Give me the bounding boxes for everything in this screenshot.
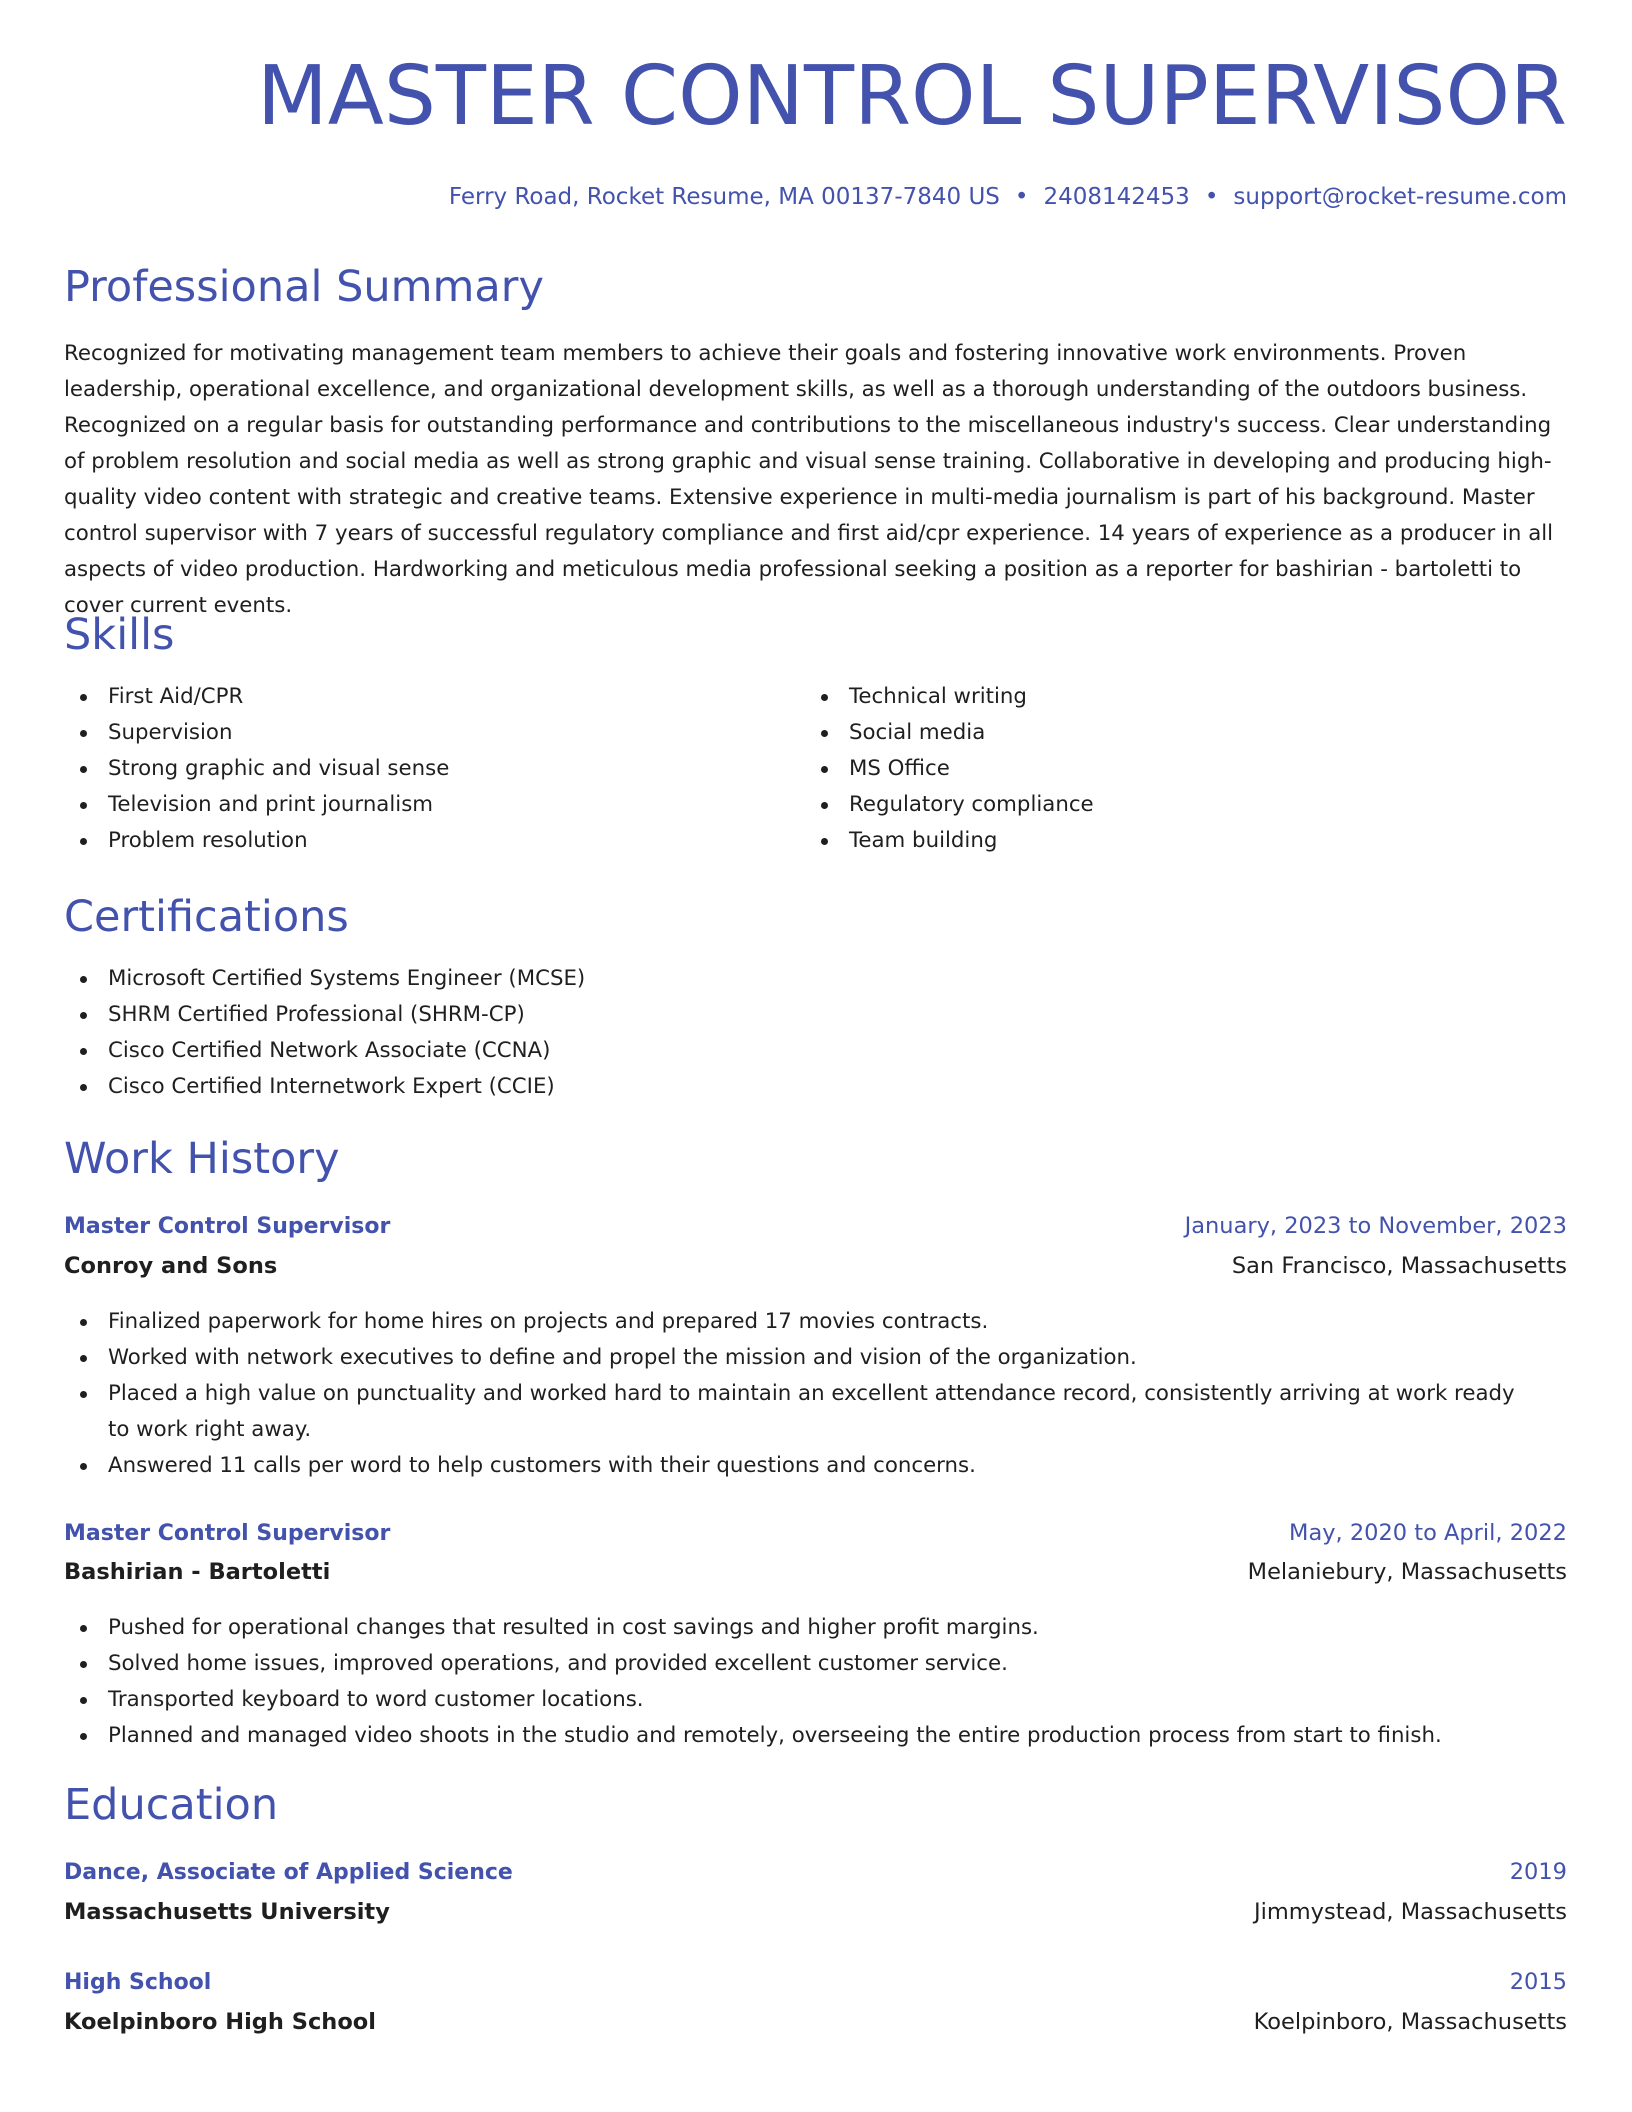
skills-list-right	[805, 679, 1505, 859]
education-year: 2019	[1509, 1859, 1567, 1885]
list-item: Finalized paperwork for home hires on projects and prepared 17 movies contracts.	[64, 1304, 1567, 1340]
job-dates: May, 2020 to April, 2022	[1289, 1520, 1567, 1546]
skills-heading: Skills	[64, 610, 175, 660]
list-item: Team building	[805, 823, 1505, 859]
education-subheader	[64, 2009, 1567, 2035]
education-location: Jimmystead, Massachusetts	[1253, 1899, 1567, 1925]
job-subheader	[64, 1253, 1567, 1279]
contact-line	[449, 181, 1567, 213]
education-heading: Education	[64, 1780, 279, 1830]
list-item: Strong graphic and visual sense	[64, 751, 764, 787]
education-header	[64, 1859, 1567, 1885]
education-header	[64, 1969, 1567, 1995]
contact-email: support@rocket-resume.com	[1233, 184, 1567, 210]
education-location: Koelpinboro, Massachusetts	[1253, 2009, 1567, 2035]
list-item: Solved home issues, improved operations, and provided excellent customer service.	[64, 1646, 1567, 1682]
separator-dot: •	[1204, 184, 1219, 210]
list-item: Answered 11 calls per word to help customers with their questions and concerns.	[64, 1448, 1567, 1484]
separator-dot: •	[1014, 184, 1029, 210]
job-company: Bashirian - Bartoletti	[64, 1559, 331, 1585]
job-company: Conroy and Sons	[64, 1253, 278, 1279]
list-item: Social media	[805, 715, 1505, 751]
education-school: Massachusetts University	[64, 1899, 390, 1925]
list-item: Cisco Certified Internetwork Expert (CCIE)	[64, 1069, 964, 1105]
list-item: Regulatory compliance	[805, 787, 1505, 823]
resume-name: MASTER CONTROL SUPERVISOR	[257, 49, 1567, 144]
contact-phone: 2408142453	[1043, 184, 1190, 210]
list-item: Supervision	[64, 715, 764, 751]
skills-list-left	[64, 679, 764, 859]
job-header	[64, 1213, 1567, 1239]
job-location: San Francisco, Massachusetts	[1231, 1253, 1567, 1279]
list-item: First Aid/CPR	[64, 679, 764, 715]
list-item: SHRM Certified Professional (SHRM-CP)	[64, 997, 964, 1033]
list-item: Pushed for operational changes that resulted in cost savings and higher profit margins.	[64, 1610, 1567, 1646]
job-header	[64, 1520, 1567, 1546]
education-subheader	[64, 1899, 1567, 1925]
education-year: 2015	[1509, 1969, 1567, 1995]
list-item: Cisco Certified Network Associate (CCNA)	[64, 1033, 964, 1069]
job-dates: January, 2023 to November, 2023	[1184, 1213, 1567, 1239]
summary-heading: Professional Summary	[64, 262, 544, 312]
contact-address: Ferry Road, Rocket Resume, MA 00137-7840 US	[448, 184, 1000, 210]
education-degree: Dance, Associate of Applied Science	[64, 1860, 513, 1885]
certifications-list	[64, 961, 964, 1105]
list-item: Transported keyboard to word customer locations.	[64, 1682, 1567, 1718]
certifications-heading: Certifications	[64, 892, 349, 942]
job-title: Master Control Supervisor	[64, 1521, 391, 1546]
list-item: Planned and managed video shoots in the studio and remotely, overseeing the entire production process from start to finish.	[64, 1718, 1567, 1754]
education-school: Koelpinboro High School	[64, 2009, 376, 2035]
list-item: Worked with network executives to define and propel the mission and vision of the organization.	[64, 1340, 1567, 1376]
list-item: Problem resolution	[64, 823, 764, 859]
list-item: Placed a high value on punctuality and worked hard to maintain an excellent attendance record, consistently arriving at work ready to work right away.	[64, 1376, 1567, 1448]
list-item: Microsoft Certified Systems Engineer (MCSE)	[64, 961, 964, 997]
list-item: Technical writing	[805, 679, 1505, 715]
job-bullets	[64, 1610, 1567, 1754]
work-history-heading: Work History	[64, 1134, 340, 1184]
job-title: Master Control Supervisor	[64, 1214, 391, 1239]
list-item: MS Office	[805, 751, 1505, 787]
summary-text: Recognized for motivating management team members to achieve their goals and fostering innovative work environments. Proven leadership, operational excellence, and organizational development skills, as well as a thorough understanding of the outdoors business. Recognized on a regular basis for outstanding performance and contributions to the miscellaneous industry's success. Clear understanding of problem resolution and social media as well as strong graphic and visual sense training. Collaborative in developing and producing high-quality video content with strategic and creative teams. Extensive experience in multi-media journalism is part of his background. Master control supervisor with 7 years of successful regulatory compliance and first aid/cpr experience. 14 years of experience as a producer in all aspects of video production. Hardworking and meticulous media professional seeking a position as a reporter for bashirian - bartoletti to cover current events.	[64, 341, 1554, 618]
job-location: Melaniebury, Massachusetts	[1247, 1559, 1567, 1585]
job-subheader	[64, 1559, 1567, 1585]
education-degree: High School	[64, 1970, 212, 1995]
job-bullets	[64, 1304, 1567, 1484]
list-item: Television and print journalism	[64, 787, 764, 823]
